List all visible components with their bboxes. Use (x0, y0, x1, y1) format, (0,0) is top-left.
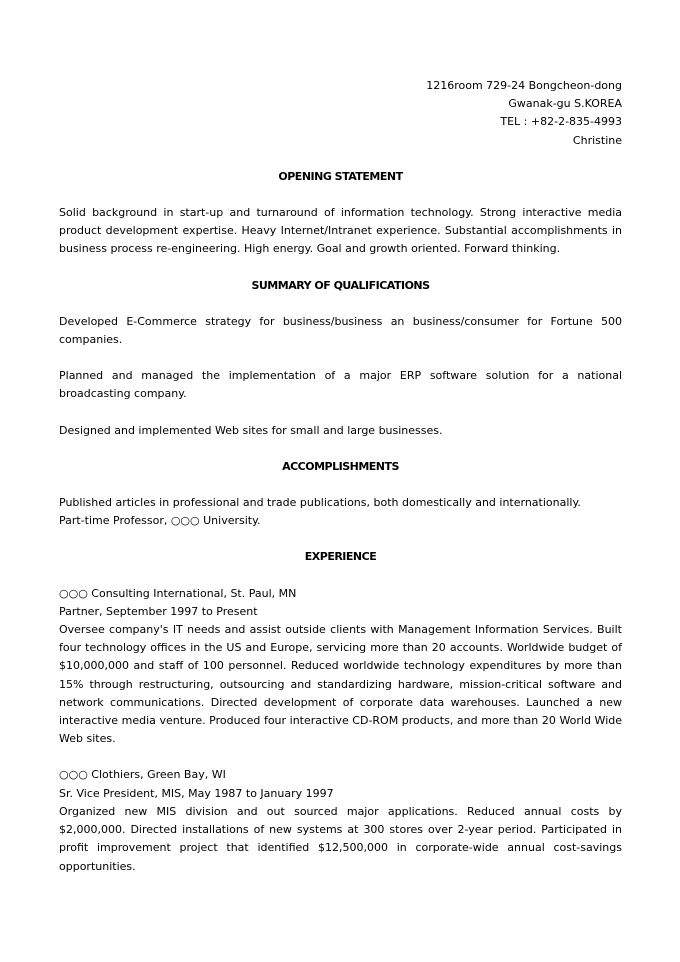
job-company: ○○○ Clothiers, Green Bay, WI (59, 768, 226, 782)
applicant-name: Christine (572, 133, 622, 147)
job-description: Organized new MIS division and out sourced major applications. Reduced annual costs by $2,000,000. Directed installations of new systems at 300 stores over 2-year period. Participated in profit improvement project that identified $12,500,000 in corporate-wide annual cost-savings opportunities. (59, 804, 622, 873)
job-title: Sr. Vice President, MIS, May 1987 to January 1997 (59, 786, 334, 800)
spacer (59, 404, 622, 422)
qualification-item: Developed E-Commerce strategy for business/business an business/consumer for Fortune 500 companies. (59, 314, 622, 347)
experience-heading: EXPERIENCE (304, 550, 377, 564)
phone-line: TEL : +82-2-835-4993 (500, 115, 622, 129)
qualification-item: Designed and implemented Web sites for small and large businesses. (59, 423, 443, 437)
qualification-item: Planned and managed the implementation of a major ERP software solution for a national broadcasting company. (59, 369, 622, 401)
address-line-2: Gwanak-gu S.KOREA (508, 97, 622, 111)
spacer (59, 349, 622, 367)
job-entry (59, 766, 622, 875)
job-title: Partner, September 1997 to Present (59, 604, 258, 618)
spacer (59, 748, 622, 766)
resume-page (59, 77, 622, 876)
accomplishments-heading: ACCOMPLISHMENTS (282, 459, 399, 473)
address-line-1: 1216room 729-24 Bongcheon-dong (426, 79, 622, 92)
accomplishment-item: Published articles in professional and trade publications, both domestically and internationally. (59, 496, 581, 510)
accomplishment-item: Part-time Professor, ○○○ University. (59, 514, 261, 528)
job-company: ○○○ Consulting International, St. Paul, MN (59, 586, 297, 600)
job-entry (59, 585, 622, 749)
qualifications-heading: SUMMARY OF QUALIFICATIONS (251, 278, 430, 292)
job-description: Oversee company's IT needs and assist outside clients with Management Information Services. Built four technology offices in the US and Europe, servicing more than 20 accounts. Worldwide budget of $10,000,000 and staff of 100 personnel. Reduced worldwide technology expenditures by more than 15% through restructuring, outsourcing and standardizing hardware, mission-critical software and network communications. Directed development of corporate data warehouses. Launched a new interactive media venture. Produced four interactive CD-ROM products, and more than 20 World Wide Web sites. (59, 623, 622, 746)
contact-block (59, 77, 622, 150)
opening-statement-heading: OPENING STATEMENT (278, 169, 403, 183)
opening-statement-text: Solid background in start-up and turnaround of information technology. Strong interactive media product development expertise. Heavy Internet/Intranet experience. Substantial accomplishments in business process re-engineering. High energy. Goal and growth oriented. Forward thinking. (59, 206, 622, 256)
